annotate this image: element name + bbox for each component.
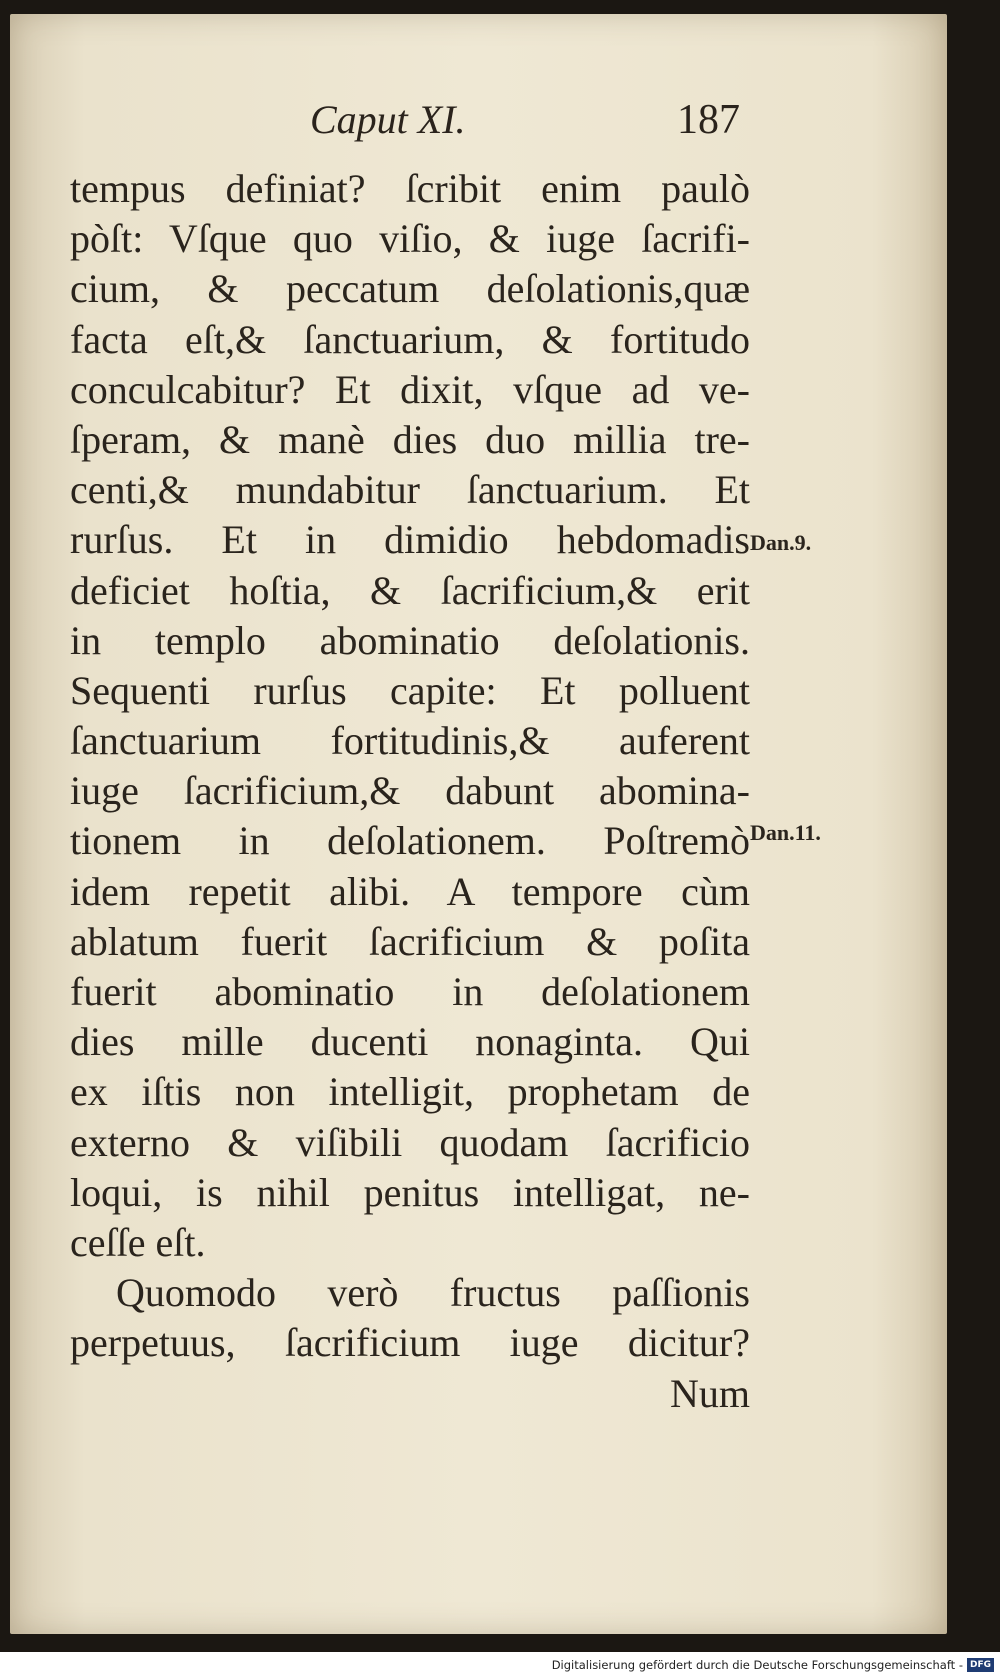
running-head: Caput XI. bbox=[310, 97, 466, 142]
text-line: ſperam, & manè dies duo millia tre- bbox=[70, 416, 750, 462]
paragraph-end-line: ceſſe eſt. bbox=[70, 1219, 206, 1265]
paragraph-start-line: Quomodo verò fructus paſſionis bbox=[116, 1270, 750, 1316]
text-line: tionem in deſolationem. Poſtremò bbox=[70, 818, 750, 864]
text-line: ablatum fuerit ſacrificium & poſita bbox=[70, 918, 750, 964]
page-header bbox=[310, 96, 740, 156]
text-line: tempus definiat? ſcribit enim paulò bbox=[70, 166, 750, 211]
text-line: rurſus. Et in dimidio hebdomadis bbox=[70, 517, 750, 563]
digitization-credit bbox=[552, 1655, 994, 1675]
text-line: pòſt: Vſque quo viſio, & iuge ſacrifi- bbox=[70, 216, 750, 262]
page-number: 187 bbox=[677, 97, 740, 143]
dfg-logo-icon: DFG bbox=[967, 1658, 994, 1672]
text-line: centi,& mundabitur ſanctuarium. Et bbox=[70, 467, 750, 513]
text-line: loqui, is nihil penitus intelligat, ne- bbox=[70, 1169, 750, 1215]
text-line: in templo abominatio deſolationis. bbox=[70, 617, 750, 663]
text-line: Sequenti rurſus capite: Et polluent bbox=[70, 667, 750, 713]
text-column bbox=[70, 164, 750, 1419]
text-line: externo & viſibili quodam ſacrificio bbox=[70, 1119, 750, 1165]
text-line: facta eſt,& ſanctuarium, & fortitudo bbox=[70, 316, 750, 362]
text-line: perpetuus, ſacrificium iuge dicitur? bbox=[70, 1320, 750, 1366]
text-line: dies mille ducenti nonaginta. Qui bbox=[70, 1019, 750, 1065]
margin-note-dan-9: Dan.9. bbox=[750, 530, 812, 555]
text-line: ſanctuarium fortitudinis,& auferent bbox=[70, 718, 750, 764]
margin-note-dan-11: Dan.11. bbox=[750, 820, 821, 845]
text-line: idem repetit alibi. A tempore cùm bbox=[70, 868, 750, 914]
catchword: Num bbox=[670, 1370, 750, 1416]
text-line: iuge ſacrificium,& dabunt abomina- bbox=[70, 768, 750, 814]
text-line: conculcabitur? Et dixit, vſque ad ve- bbox=[70, 366, 750, 412]
text-line: ex iſtis non intelligit, prophetam de bbox=[70, 1069, 750, 1115]
book-page bbox=[10, 14, 947, 1634]
credit-text: Digitalisierung gefördert durch die Deutsche Forschungsgemeinschaft - bbox=[551, 1658, 963, 1672]
text-line: cium, & peccatum deſolationis,quæ bbox=[70, 266, 750, 312]
text-line: fuerit abominatio in deſolationem bbox=[70, 969, 750, 1014]
text-line: deficiet hoſtia, & ſacrificium,& erit bbox=[70, 567, 750, 613]
